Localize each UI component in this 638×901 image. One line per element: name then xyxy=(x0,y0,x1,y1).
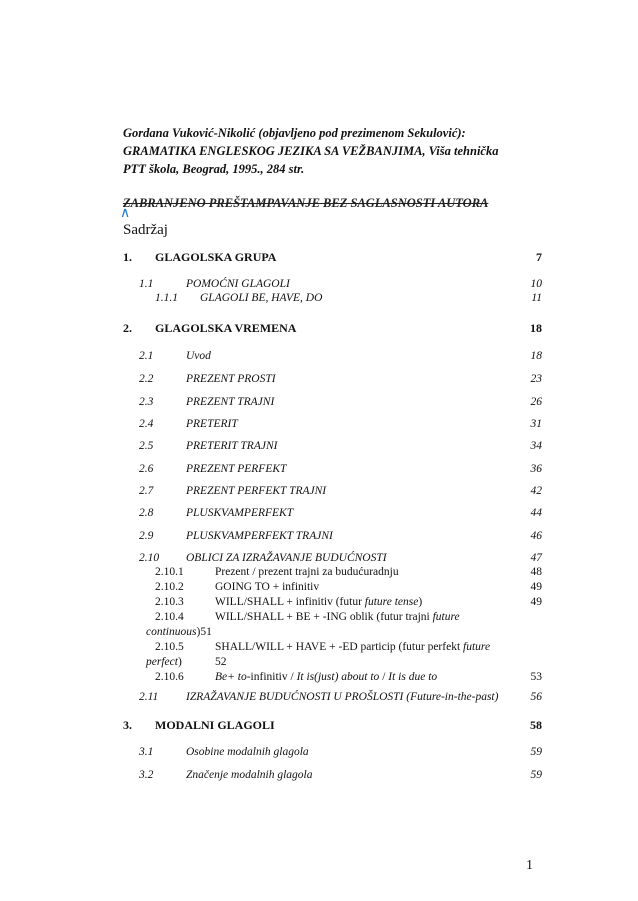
toc-title-text: GLAGOLI BE, HAVE, DO xyxy=(200,292,323,304)
toc-number: 2.9 xyxy=(139,530,154,542)
toc-number: 2.10.6 xyxy=(155,671,184,683)
toc-number: 2.2 xyxy=(139,373,154,385)
toc-title-continuation xyxy=(146,626,212,638)
toc-number: 1.1 xyxy=(139,278,154,290)
toc-section-3-2[interactable] xyxy=(0,769,638,785)
copyright-warning: ZABRANJENO PREŠTAMPAVANJE BEZ SAGLASNOSTI AUTORA xyxy=(123,196,489,210)
toc-page: 10 xyxy=(530,278,542,290)
toc-page: 48 xyxy=(530,566,542,578)
toc-page: 26 xyxy=(530,396,542,408)
toc-title-text: PREZENT PROSTI xyxy=(186,373,276,385)
toc-title-text: Prezent / prezent trajni za budućuradnju xyxy=(215,566,399,578)
toc-number: 3. xyxy=(123,718,132,732)
toc-title-part-italic: Be+ to xyxy=(215,671,247,683)
toc-page: 46 xyxy=(530,530,542,542)
toc-title-part: ) xyxy=(418,596,423,608)
toc-page: 49 xyxy=(530,596,542,608)
toc-page: 53 xyxy=(530,671,542,683)
toc-number: 2.10.1 xyxy=(155,566,184,578)
toc-page: 44 xyxy=(530,507,542,519)
toc-page: 18 xyxy=(530,350,542,362)
toc-subsection-2-10-5[interactable] xyxy=(0,641,638,657)
toc-title-text: OBLICI ZA IZRAŽAVANJE BUDUĆNOSTI xyxy=(186,552,387,564)
toc-subsection-2-10-3[interactable] xyxy=(0,596,638,612)
toc-title-text xyxy=(215,611,460,623)
toc-title: Sadržaj xyxy=(123,222,168,238)
toc-section-2-2[interactable] xyxy=(0,373,638,389)
toc-page: 34 xyxy=(530,440,542,452)
toc-subsection-2-10-2[interactable] xyxy=(0,581,638,597)
toc-section-2-5[interactable] xyxy=(0,440,638,456)
toc-number: 2.5 xyxy=(139,440,154,452)
toc-number: 3.1 xyxy=(139,746,154,758)
toc-title-part: / xyxy=(379,671,389,683)
toc-number: 2.10 xyxy=(139,552,160,564)
toc-page: 18 xyxy=(530,321,542,335)
toc-title-text: POMOĆNI GLAGOLI xyxy=(186,278,290,290)
toc-title-text: GLAGOLSKA GRUPA xyxy=(155,250,277,264)
toc-title-part-italic: It is due to xyxy=(388,671,438,683)
toc-section-2-8[interactable] xyxy=(0,507,638,523)
toc-section-1-1-1[interactable] xyxy=(0,292,638,308)
toc-number: 2.4 xyxy=(139,418,154,430)
toc-number: 2.10.2 xyxy=(155,581,184,593)
toc-number: 1.1.1 xyxy=(155,292,178,304)
toc-title-part-italic: future xyxy=(432,611,460,623)
toc-title-part-italic: future tense xyxy=(364,596,419,608)
toc-title-part-italic: continuous xyxy=(146,626,197,638)
toc-title-text: Značenje modalnih glagola xyxy=(186,769,313,781)
toc-title-text: Osobine modalnih glagola xyxy=(186,746,309,758)
toc-number: 3.2 xyxy=(139,769,154,781)
toc-title-text: PREZENT TRAJNI xyxy=(186,396,275,408)
toc-title-part: WILL/SHALL + infinitiv (futur xyxy=(215,596,365,608)
toc-number: 2.10.4 xyxy=(155,611,184,623)
toc-title-part-italic: It is(just) about to xyxy=(296,671,380,683)
toc-title-text: GLAGOLSKA VREMENA xyxy=(155,321,297,335)
toc-section-3-1[interactable] xyxy=(0,746,638,762)
toc-number: 2.7 xyxy=(139,485,154,497)
toc-title-part: ) xyxy=(177,656,182,668)
toc-title-part: WILL/SHALL + BE + -ING oblik (futur trajni xyxy=(215,611,433,623)
toc-number: 2. xyxy=(123,321,132,335)
toc-page: 7 xyxy=(536,250,542,264)
toc-title-text: IZRAŽAVANJE BUDUĆNOSTI U PROŠLOSTI (Future-in-the-past) xyxy=(186,691,499,703)
toc-page: 42 xyxy=(530,485,542,497)
toc-number: 2.11 xyxy=(139,691,159,703)
toc-section-2-1[interactable] xyxy=(0,350,638,366)
toc-title-text: MODALNI GLAGOLI xyxy=(155,718,275,732)
toc-page: 23 xyxy=(530,373,542,385)
toc-page: 56 xyxy=(530,691,542,703)
toc-number: 2.3 xyxy=(139,396,154,408)
toc-title-text: PRETERIT xyxy=(186,418,238,430)
toc-number: 1. xyxy=(123,250,132,264)
toc-section-2-11[interactable] xyxy=(0,691,638,707)
toc-number: 2.6 xyxy=(139,463,154,475)
toc-title-text xyxy=(215,596,422,608)
toc-page: 47 xyxy=(530,552,542,564)
toc-title-text: PLUSKVAMPERFEKT xyxy=(186,507,294,519)
toc-title-text: PRETERIT TRAJNI xyxy=(186,440,278,452)
toc-title-text: PLUSKVAMPERFEKT TRAJNI xyxy=(186,530,333,542)
toc-number: 2.10.3 xyxy=(155,596,184,608)
toc-chapter-2[interactable] xyxy=(0,321,638,337)
toc-chapter-3[interactable] xyxy=(0,718,638,734)
toc-title-continuation xyxy=(146,656,182,668)
toc-page: 52 xyxy=(215,656,227,668)
toc-page: 58 xyxy=(530,718,542,732)
toc-title-part: )51 xyxy=(196,626,212,638)
toc-page: 36 xyxy=(530,463,542,475)
toc-page: 31 xyxy=(530,418,542,430)
toc-title-text xyxy=(215,671,437,683)
toc-page: 59 xyxy=(530,769,542,781)
toc-number: 2.8 xyxy=(139,507,154,519)
toc-number: 2.1 xyxy=(139,350,154,362)
insertion-mark-icon: ∧ xyxy=(120,205,131,221)
toc-title-part: SHALL/WILL + HAVE + -ED particip (futur perfekt xyxy=(215,641,464,653)
toc-subsection-2-10-4[interactable] xyxy=(0,611,638,627)
book-title-line: GRAMATIKA ENGLESKOG JEZIKA SA VEŽBANJIMA, Viša tehnička xyxy=(123,144,499,158)
author-line: Gordana Vuković-Nikolić (objavljeno pod prezimenom Sekulović): xyxy=(123,126,466,140)
publisher-line: PTT škola, Beograd, 1995., 284 str. xyxy=(123,162,305,176)
toc-title-text: GOING TO + infinitiv xyxy=(215,581,320,593)
toc-section-2-3[interactable] xyxy=(0,396,638,412)
toc-section-2-9[interactable] xyxy=(0,530,638,546)
toc-title-text: PREZENT PERFEKT xyxy=(186,463,287,475)
toc-chapter-1[interactable] xyxy=(0,250,638,266)
toc-title-part: -infinitiv / xyxy=(246,671,297,683)
toc-subsection-2-10-4-cont xyxy=(0,626,638,642)
toc-title-text: PREZENT PERFEKT TRAJNI xyxy=(186,485,327,497)
toc-section-2-7[interactable] xyxy=(0,485,638,501)
toc-section-2-6[interactable] xyxy=(0,463,638,479)
toc-title-text: Uvod xyxy=(186,350,211,362)
toc-page: 49 xyxy=(530,581,542,593)
toc-page: 11 xyxy=(531,292,542,304)
toc-title-part-italic: perfect xyxy=(146,656,178,668)
toc-subsection-2-10-6[interactable] xyxy=(0,671,638,687)
toc-subsection-2-10-5-cont xyxy=(0,656,638,672)
toc-number: 2.10.5 xyxy=(155,641,184,653)
toc-subsection-2-10-1[interactable] xyxy=(0,566,638,582)
toc-section-2-4[interactable] xyxy=(0,418,638,434)
toc-page: 59 xyxy=(530,746,542,758)
page-number: 1 xyxy=(526,858,533,873)
toc-title-text xyxy=(215,641,490,653)
toc-title-part-italic: future xyxy=(463,641,491,653)
